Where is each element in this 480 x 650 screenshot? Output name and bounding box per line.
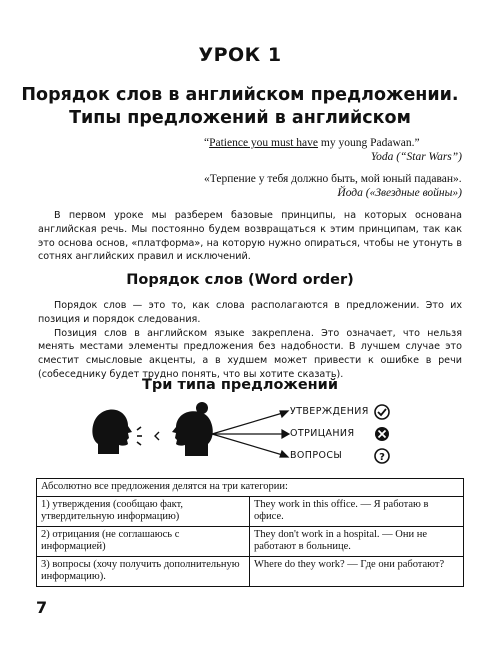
page-number: 7: [36, 598, 48, 617]
label-questions: ВОПРОСЫ: [290, 450, 343, 461]
page-title-line-2: Типы предложений в английском: [69, 108, 411, 128]
category-cell: 1) утверждения (сообщаю факт, утвердительную информацию): [37, 496, 250, 526]
word-order-heading: Порядок слов (Word order): [126, 272, 354, 288]
intro-paragraph: [38, 209, 462, 264]
table-caption: Абсолютно все предложения делятся на три категории:: [37, 479, 464, 497]
speaker-head-icon: [92, 410, 132, 455]
question-circle-icon: [375, 449, 389, 463]
quote-russian-text: «Терпение у тебя должно быть, мой юный падаван».: [204, 173, 462, 185]
sentence-types-heading: Три типа предложений: [141, 377, 339, 393]
listener-mark-icon: [155, 432, 159, 440]
quote-english-text: [204, 136, 462, 150]
arrows-icon: [212, 411, 289, 457]
word-order-text: [38, 299, 462, 382]
sentence-categories-table: [36, 478, 464, 587]
x-circle-icon: [375, 427, 389, 441]
lesson-title: УРОК 1: [198, 44, 282, 66]
example-cell: They work in this office. — Я работаю в офисе.: [250, 496, 464, 526]
word-order-paragraph-2: Позиция слов в английском языке закреплена. Это означает, что нельзя менять местами элементы предложения без надобности. В лучшем случае это сместит смысловые акценты, а в худшем может привести к ошибке в речи (собеседнику будет трудно понять, что вы хотите сказать).: [38, 327, 462, 380]
quote-english-attribution: Yoda (“Star Wars”): [370, 151, 462, 163]
quote-english: [204, 136, 462, 164]
quote-russian: [204, 172, 462, 200]
category-cell: 2) отрицания (не соглашаюсь с информацией): [37, 526, 250, 556]
quote-rest: my young Padawan.”: [318, 137, 420, 149]
svg-text:?: ?: [379, 452, 385, 463]
label-statements: УТВЕРЖДЕНИЯ: [290, 406, 369, 417]
category-cell: 3) вопросы (хочу получить дополнительную информацию).: [37, 556, 250, 586]
page-title: [20, 84, 460, 130]
page-title-line-1: Порядок слов в английском предложении.: [21, 85, 459, 105]
table-row: [37, 526, 464, 556]
speech-mark-icon: [137, 427, 142, 445]
sentence-types-illustration: [90, 400, 410, 470]
table-row: [37, 556, 464, 586]
quote-underlined-phrase: Patience you must have: [209, 137, 319, 149]
quote-open-mark: “: [204, 137, 210, 149]
table-row: [37, 496, 464, 526]
intro-text: В первом уроке мы разберем базовые принципы, на которых основана английская речь. Мы постоянно будем возвращаться к этим принципам, так как это основа основ, «платформа», на которую нужно опираться, чтобы не утонуть в сотнях английских правил и исключений.: [38, 210, 462, 263]
label-negations: ОТРИЦАНИЯ: [290, 428, 355, 439]
listener-head-icon: [172, 402, 213, 456]
example-cell: They don't work in a hospital. — Они не работают в больнице.: [250, 526, 464, 556]
example-cell: Where do they work? — Где они работают?: [250, 556, 464, 586]
quote-russian-attribution: Йода («Звездные войны»): [337, 187, 462, 199]
check-circle-icon: [375, 405, 389, 419]
word-order-paragraph-1: Порядок слов — это то, как слова располагаются в предложении. Это их позиция и порядок следования.: [38, 300, 462, 325]
table-caption-row: [37, 479, 464, 497]
